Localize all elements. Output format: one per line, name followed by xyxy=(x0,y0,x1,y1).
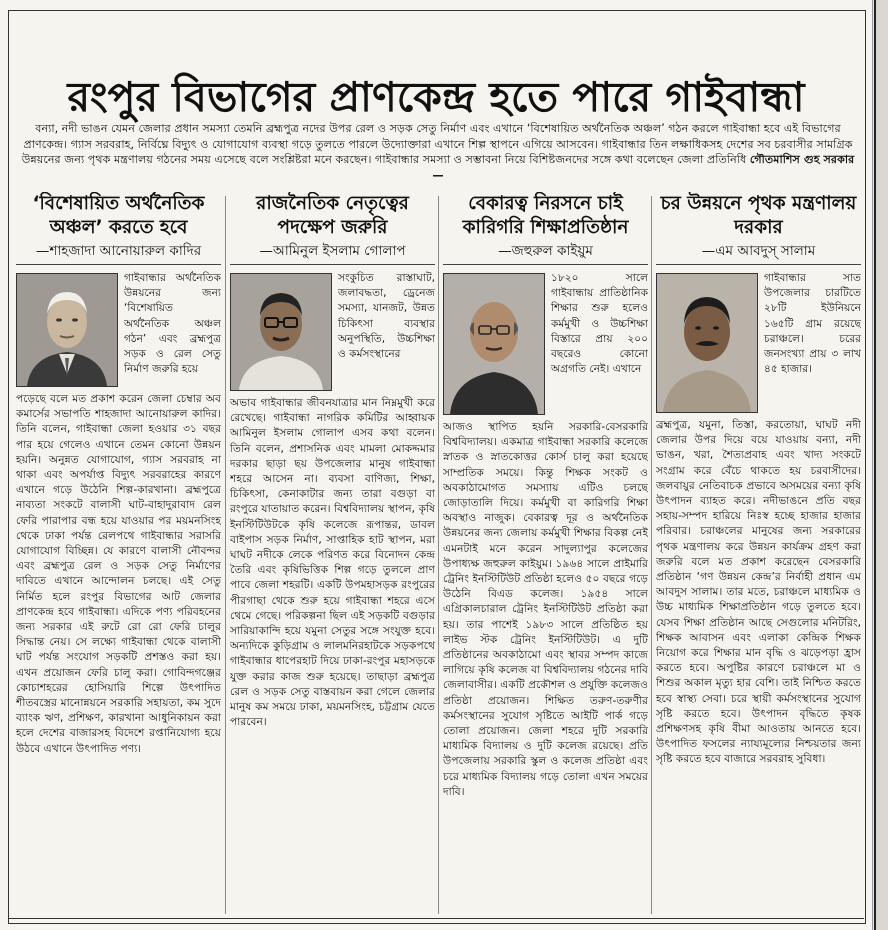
interview-column-4 xyxy=(656,192,861,916)
column-body: আজও স্থাপিত হয়নি সরকারি-বেসরকারি বিশ্ববিদ্যালয়। একমাত্র গাইবান্ধা সরকারি কলেজে স্নাতক ও স্নাতকোত্তর কোর্স চালু করা হয়েছে সাম্প্রতিক সময়ে। কিন্তু শিক্ষক সংকট ও অবকাঠামোগত সমস্যায় এটিও চলছে জোড়াতালি দিয়ে। কর্মমুখী বা কারিগরি শিক্ষা অবস্থাও নাজুক। বেকারত্ব দূর ও অর্থনৈতিক উন্নয়নের জন্য জেলায় কর্মমুখী শিক্ষার বিকল্প নেই এমনটাই মনে করেন সাদুল্যাপুর কলেজের উপাধ্যক্ষ জহুরুল কাইয়ুম। ১৯৬৪ সালে প্রাইমারি ট্রেনিং ইনস্টিটিউট প্রতিষ্ঠা হলেও ৫০ বছরে গড়ে উঠেনি বিএড কলেজ। ১৯৫৪ সালে এগ্রিকালচারাল ট্রেনিং ইনস্টিটিউট প্রতিষ্ঠা করা হয়। তার পাশেই ১৯৮৩ সালে প্রতিষ্ঠিত হয় লাইভ স্টক ট্রেনিং ইনস্টিটিউট। এ দুটি প্রতিষ্ঠানের অবকাঠামো এবং স্থাবর সম্পদ কাজে লাগিয়ে কৃষি কলেজ বা বিশ্ববিদ্যালয় গঠনের দাবি জেলাবাসীর। একটি প্রকৌশল ও প্রযুক্তি কলেজও প্রতিষ্ঠা প্রয়োজন। শিক্ষিত তরুণ-তরুণীর কর্মসংস্থানের সুযোগ সৃষ্টিতে আইটি পার্ক গড়ে তোলা প্রয়োজন। জেলা শহরে দুটি সরকারি মাধ্যমিক বিদ্যালয় ও দুটি কলেজ রয়েছে। প্রতি উপজেলায় সরকারি স্কুল ও কলেজ প্রতিষ্ঠা এবং চরে মাধ্যমিক বিদ্যালয় গড়ে তোলা এখন সময়ের দাবি। xyxy=(443,420,648,798)
adjacent-page-edge xyxy=(874,0,888,930)
column-divider xyxy=(438,196,439,914)
interview-column-3 xyxy=(443,192,648,916)
interview-column-2 xyxy=(230,192,435,916)
headline: রংপুর বিভাগের প্রাণকেন্দ্র হতে পারে গাইবান্ধা xyxy=(67,73,805,122)
column-title: বেকারত্ব নিরসনে চাই কারিগরি শিক্ষাপ্রতিষ্ঠান xyxy=(462,193,629,238)
column-lead: গাইবান্ধার সাত উপজেলার চারটিতে ২৮টি ইউনিয়নে ১৬৫টি গ্রাম রয়েছে চরাঞ্চলে। চরের জনসংখ্যা প্রায় ৩ লাখ ৪৫ হাজার। xyxy=(764,272,861,376)
interview-column-1 xyxy=(16,192,221,916)
column-lead: গাইবান্ধার অর্থনৈতিক উন্নয়নের জন্য ‘বিশেষায়িত অর্থনৈতিক অঞ্চল গঠন’ এবং ব্রহ্মপুত্র সড়ক ও রেল সেতু নির্মাণ জরুরি হয়ে xyxy=(124,272,221,376)
column-byline: —আমিনুল ইসলাম গোলাপ xyxy=(230,240,435,265)
column-byline: —এম আবদুস্ সালাম xyxy=(656,240,861,265)
column-body: অভাব গাইবান্ধার জীবনযাত্রার মান নিম্নমুখী করে রেখেছে। গাইবান্ধা নাগরিক কমিটির আহ্বায়ক আমিনুল ইসলাম গোলাপ এসব কথা বলেন। তিনি বলেন, প্রশাসনিক এবং মামলা মোকদ্দমার দরকার ছাড়া ছয় উপজেলার মানুষ গাইবান্ধা শহরে আসেন না। ব্যবসা বাণিজ্য, শিক্ষা, চিকিৎসা, কেনাকাটার জন্য তারা বগুড়া বা রংপুরে যাতায়াত করেন। বিশ্ববিদ্যালয় স্থাপন, কৃষি ইনস্টিটিউটকে কৃষি কলেজে রূপান্তর, ডাবল বাইপাস সড়ক নির্মাণ, সাপ্তাহিক হাট স্থাপন, মরা ঘাঘট নদীকে লেকে পরিণত করে বিনোদন কেন্দ্র তৈরি এবং কৃষিভিত্তিক শিল্প গড়ে তুললে প্রাণ পাবে জেলা শহরটি। একটি উপমহাসড়ক রংপুরের পীরগাছা থেকে শুরু হয়ে গাইবান্ধা শহরে এসে থেমে গেছে। পরিকল্পনা ছিল এই সড়কটি বগুড়ার সারিয়াকান্দি হয়ে যমুনা সেতুর সঙ্গে সংযুক্ত হবে। অন্যদিকে কুড়িগ্রাম ও লালমনিরহাটকে সড়কপথে গাইবান্ধার ধাপেরহাট দিয়ে ঢাকা-রংপুর মহাসড়কে যুক্ত করার কাজ শুরু হয়েছে। তাছাড়া ব্রহ্মপুত্র রেল ও সড়ক সেতু বাস্তবায়ন করা গেলে জেলার মানুষ কম সময়ে ঢাকা, ময়মনসিংহ, চট্টগ্রাম যেতে পারবেন। xyxy=(230,396,435,729)
column-title: চর উন্নয়নে পৃথক মন্ত্রণালয় দরকার xyxy=(660,193,857,238)
column-title: রাজনৈতিক নেতৃত্বের পদক্ষেপ জরুরি xyxy=(256,193,409,238)
intro-paragraph xyxy=(20,121,856,201)
intro-text: বন্যা, নদী ভাঙন যেমন জেলার প্রধান সমস্যা তেমনি ব্রহ্মপুত্র নদের উপর রেল ও সড়ক সেতু নির্মাণ এবং এখানে ‘বিশেষায়িত অর্থনৈতিক অঞ্চল’ গঠন করলে গাইবান্ধা হবে এই বিভাগের প্রাণকেন্দ্র। গ্যাস সরবরাহ, নির্বিঘ্নে বিদ্যুৎ ও যোগাযোগ ব্যবস্থা গড়ে তুলতে পারলে উদ্যোক্তারা এখানে শিল্প স্থাপনে এগিয়ে আসবেন। গাইবান্ধার তিন লক্ষাধিকসহ দেশের সব চরবাসীর সামগ্রিক উন্নয়নের জন্য পৃথক মন্ত্রণালয় গঠনের সময় এসেছে বলে সংশ্লিষ্টরা মনে করছেন। গাইবান্ধার সমস্যা ও সম্ভাবনা নিয়ে বিশিষ্টজনদের সঙ্গে কথা বলেছেন জেলা প্রতিনিধি xyxy=(21,122,853,167)
column-lead: ১৮২০ সালে গাইবান্ধায় প্রাতিষ্ঠানিক শিক্ষার শুরু হলেও কর্মমুখী ও উচ্চশিক্ষা বিস্তারে প্রায় ২০০ বছরেও কোনো অগ্রগতি নেই। এখানে xyxy=(551,272,648,376)
column-body: ব্রহ্মপুত্র, যমুনা, তিস্তা, করতোয়া, ঘাঘট নদী জেলার উপর দিয়ে বয়ে যাওয়ায় বন্যা, নদী ভাঙন, খরা, শৈত্যপ্রবাহ এবং খাদ্য সংকটে সংগ্রাম করে বেঁচে থাকতে হয় চরবাসীদের। জলবায়ুর নেতিবাচক প্রভাবে অসময়ের বন্যা কৃষি উৎপাদন ব্যাহত করে। নদীভাঙনে প্রতি বছর সহায়-সম্পদ হারিয়ে নিঃস্ব হচ্ছে হাজার হাজার পরিবার। চরাঞ্চলের মানুষের জন্য সরকারের পৃথক মন্ত্রণালয় করে উন্নয়ন কার্যক্রম গ্রহণ করা জরুরি বলে মত প্রকাশ করেছেন বেসরকারি প্রতিষ্ঠান ‘গণ উন্নয়ন কেন্দ্র’র নির্বাহী প্রধান এম আবদুস সালাম। তার মতে, চরাঞ্চলে মাধ্যমিক ও উচ্চ মাধ্যমিক শিক্ষাপ্রতিষ্ঠান গড়ে তুলতে হবে। যেসব শিক্ষা প্রতিষ্ঠান আছে সেগুলোর মনিটরিং, শিক্ষক আবাসন এবং এলাকা কেন্দ্রিক শিক্ষক নিয়োগ করে শিক্ষার মান বৃদ্ধি ও ঝড়েপড়া হ্রাস করতে হবে। অপুষ্টির কারণে চরাঞ্চলে মা ও শিশুর অকাল মৃত্যু হার বেশি। তাই নিশ্চিত করতে হবে স্বাস্থ্য সেবা। চরে স্থায়ী কর্মসংস্থানের সুযোগ সৃষ্টি করতে হবে। উৎপাদন বৃদ্ধিতে কৃষক প্রশিক্ষণসহ কৃষি বীমা আওতায় আনতে হবে। উৎপাদিত ফসলের ন্যায্যমূল্যের নিশ্চয়তার জন্য সৃষ্টি করতে হবে বাজারে সরবরাহ সুবিধা। xyxy=(656,418,861,766)
reporter-name: গৌতমাশিস গুহ সরকার— xyxy=(432,153,855,182)
column-divider xyxy=(651,196,652,914)
column-byline: —শাহজাদা আনোয়ারুল কাদির xyxy=(16,240,221,265)
column-body: পড়েছে বলে মত প্রকাশ করেন জেলা চেম্বার অব কমার্সের সভাপতি শাহজাদা আনোয়ারুল কাদির। তিনি বলেন, গাইবান্ধা জেলা হওয়ার ৩১ বছর পার হয়ে গেলেও এখানে তেমন কোনো উন্নয়ন হয়নি। অনুন্নত যোগাযোগ, গ্যাস সরবরাহ না থাকা এবং অপর্যাপ্ত বিদ্যুৎ সরবরাহের কারণে এখানে গড়ে উঠেনি শিল্প-কারখানা। ব্রহ্মপুত্রে নাব্যতা সংকটে বালাসী ঘাট-বাহাদুরাবাদ রেল ফেরি পারাপার বন্ধ হয়ে যাওয়ার পর ময়মনসিংহ থেকে ঢাকা পর্যন্ত রেলপথে গাইবান্ধার সরাসরি যোগাযোগ বিচ্ছিন্ন। যে কারণে বালাসী নৌবন্দর এবং ব্রহ্মপুত্র রেল ও সড়ক সেতু নির্মাণের দাবিতে এখানে আন্দোলন চলছে। এই সেতু নির্মিত হলে রংপুর বিভাগের আট জেলার প্রাণকেন্দ্র হবে গাইবান্ধা। এদিকে পণ্য পরিবহনের জন্য সরকার এই রুটে রো রো ফেরি চালুর সিদ্ধান্ত নেয়। সে লক্ষ্যে গাইবান্ধা থেকে বালাসী ঘাট পর্যন্ত সংযোগ সড়কটি প্রশস্তও করা হয়। এখন প্রয়োজন ফেরি চালু করা। গোবিন্দগঞ্জের কোচাশহরের হোসিয়ারি শিল্পে উৎপাদিত শীতবস্ত্রের মানোন্নয়নে সরকারি সহায়তা, কম সুদে ব্যাংক ঋণ, প্রশিক্ষণ, কারখানা আধুনিকায়ন করা হলে দেশের বাজারসহ বিদেশে রপ্তানিযোগ্য হয়ে উঠবে এখানে উৎপাদিত পণ্য। xyxy=(16,392,221,755)
portrait-bald-man-icon xyxy=(443,273,545,415)
column-title: ‘বিশেষায়িত অর্থনৈতিক অঞ্চল’ করতে হবে xyxy=(32,193,205,238)
column-lead: সংকুচিত রাস্তাঘাট, জলাবদ্ধতা, ড্রেনেজ সমস্যা, যানজট, উন্নত চিকিৎসা ব্যবস্থার অনুপস্থিতি, উচ্চশিক্ষা ও কর্মসংস্থানের xyxy=(338,272,435,361)
portrait-elderly-man-icon xyxy=(16,273,118,387)
column-divider xyxy=(225,196,226,914)
column-byline: —জহুরুল কাইয়ুম xyxy=(443,240,648,265)
bottom-divider xyxy=(8,918,864,919)
portrait-man-glasses-icon xyxy=(230,273,332,391)
portrait-man-mustache-icon xyxy=(656,273,758,413)
